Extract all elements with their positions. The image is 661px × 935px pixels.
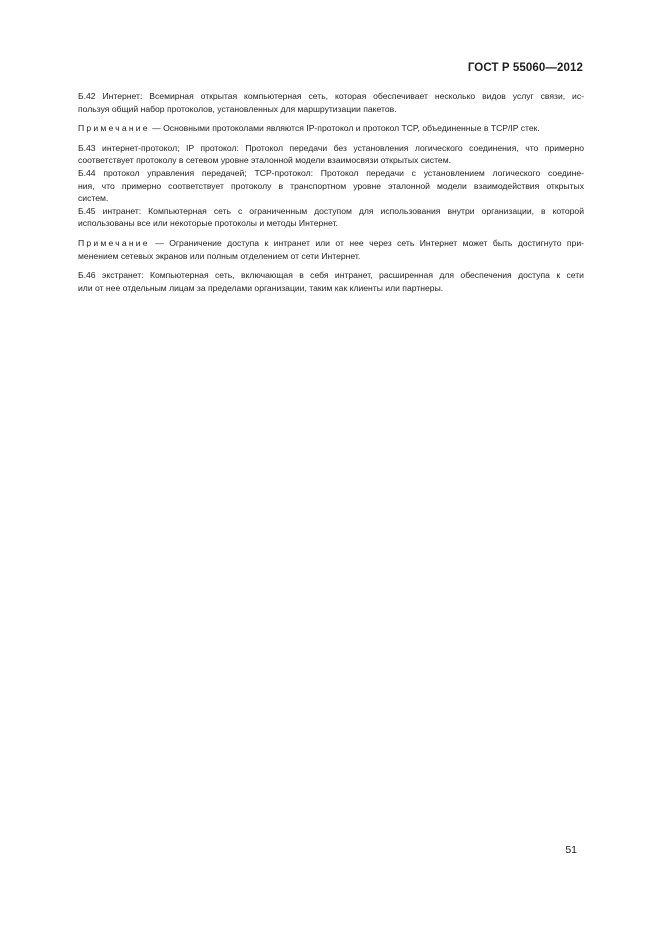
clause-b42 xyxy=(78,90,584,115)
note-1-line xyxy=(78,122,584,135)
clause-b43-line-1: Б.43 интернет-протокол; IP протокол: Протокол передачи без установления логического соединения, что примерно xyxy=(78,142,584,153)
note-2-line-1 xyxy=(78,237,584,250)
clause-b43-line-2: соответствует протоколу в сетевом уровне эталонной модели взаимосвязи открытых систем. xyxy=(78,155,452,166)
clause-b44-line-2: ния, что примерно соответствует протоколу в транспортном уровне эталонной модели взаимодействия открытых xyxy=(78,180,584,191)
clause-b45-line-1: Б.45 интранет: Компьютерная сеть с ограниченным доступом для использования внутри организации, в которой xyxy=(78,205,584,216)
note-1 xyxy=(78,122,584,135)
note-2 xyxy=(78,237,584,262)
clause-b46 xyxy=(78,269,584,294)
clause-b44 xyxy=(78,167,584,205)
note-1-label: Примечание xyxy=(78,123,150,134)
clause-b44-line-1: Б.44 протокол управления передачей; TCP-протокол: Протокол передачи с установлением логического соедине- xyxy=(78,167,584,178)
clause-b46-line-1: Б.46 экстранет: Компьютерная сеть, включающая в себя интранет, расширенная для обеспечения доступа к сети xyxy=(78,270,584,281)
clause-b42-line-1: Б.42 Интернет: Всемирная открытая компьютерная сеть, которая обеспечивает несколько видов услуг связи, ис- xyxy=(78,91,584,101)
note-1-text: — Основными протоколами являются IP-протокол и протокол TCP, объединенные в TCP/IP стек. xyxy=(152,123,540,134)
page-number: 51 xyxy=(565,844,577,856)
clause-b46-line-2: или от нее отдельным лицам за пределами организации, таким как клиенты или партнеры. xyxy=(78,282,444,293)
document-header-standard-number: ГОСТ Р 55060—2012 xyxy=(467,62,583,74)
clause-b42-line-2: пользуя общий набор протоколов, установленных для маршрутизации пакетов. xyxy=(78,103,397,114)
document-body xyxy=(78,90,584,294)
clause-b44-line-3: систем. xyxy=(78,193,109,204)
clause-b45 xyxy=(78,205,584,230)
note-2-first-text: — Ограничение доступа к интранет или от нее через сеть Интернет может быть достигнуто при- xyxy=(155,237,585,248)
note-2-label: Примечание xyxy=(78,237,150,248)
clause-b43 xyxy=(78,142,584,167)
note-2-line-2: менением сетевых экранов или полным отделением от сети Интернет. xyxy=(78,250,361,261)
clause-b45-line-2: использованы все или некоторые протоколы и методы Интернет. xyxy=(78,218,338,229)
